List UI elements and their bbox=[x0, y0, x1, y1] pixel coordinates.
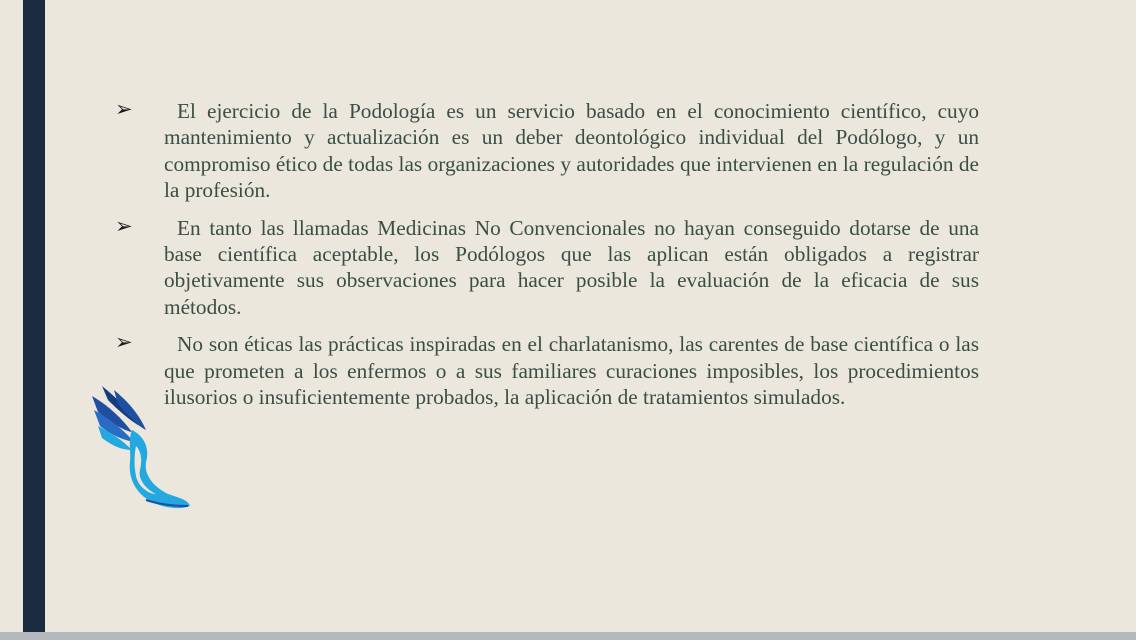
bullet-text-3: No son éticas las prácticas inspiradas en el charlatanismo, las carentes de base científica o las que prometen a los enfermos o a sus familiares curaciones imposibles, los procedimientos ilusorios o insuficientemente probados, la aplicación de tratamientos simulados. bbox=[164, 332, 979, 410]
bullet-text-1: El ejercicio de la Podología es un servicio basado en el conocimiento científico, cuyo mantenimiento y actualización es un deber deontológico individual del Podólogo, y un compromiso ético de todas las organizaciones y autoridades que intervienen en la regulación de la profesión. bbox=[164, 99, 979, 203]
bullet-item-3 bbox=[115, 331, 979, 410]
arrow-bullet-icon: ➢ bbox=[115, 330, 133, 355]
left-accent-bar bbox=[23, 0, 45, 640]
bullet-list bbox=[115, 98, 979, 421]
bullet-item-2 bbox=[115, 215, 979, 321]
bullet-item-1 bbox=[115, 98, 979, 204]
arrow-bullet-icon: ➢ bbox=[115, 213, 133, 238]
winged-foot-icon bbox=[88, 386, 192, 512]
bullet-text-2: En tanto las llamadas Medicinas No Convencionales no hayan conseguido dotarse de una base científica aceptable, los Podólogos que las aplican están obligados a registrar objetivamente sus observaciones para hacer posible la evaluación de la eficacia de sus métodos. bbox=[164, 215, 979, 319]
bottom-divider bbox=[0, 632, 1136, 640]
arrow-bullet-icon: ➢ bbox=[115, 97, 133, 121]
